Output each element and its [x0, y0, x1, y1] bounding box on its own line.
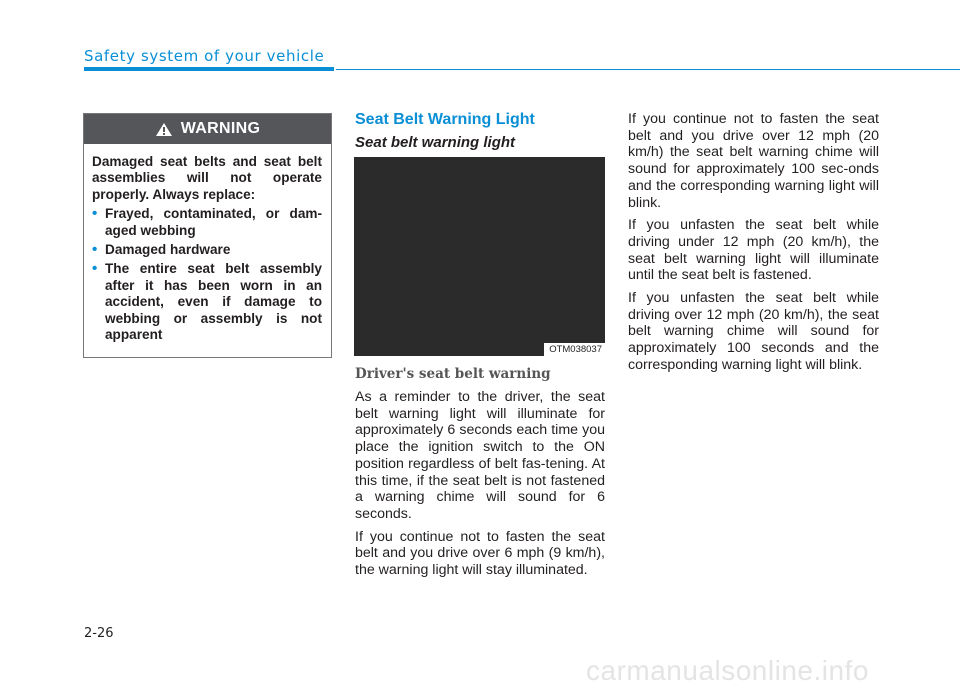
header-rule-thin [336, 69, 960, 70]
warning-list [92, 206, 322, 343]
paragraph: As a reminder to the driver, the seat belt warning light will illuminate for approximately 6 seconds each time you place the ignition switch to the ON position regardless of belt fas-tening. At this time, if the seat belt is not fastened a warning chime will sound for 6 seconds. [355, 389, 605, 522]
warning-bar [84, 114, 331, 144]
paragraph: If you unfasten the seat belt while driving under 12 mph (20 km/h), the seat belt warning light will illuminate until the seat belt is fastened. [628, 217, 879, 284]
drivers-heading: Driver's seat belt warning [355, 366, 551, 382]
figure-code: OTM038037 [544, 343, 605, 356]
warning-item: • The entire seat belt assembly after it has been worn in an accident, even if damage to webbing or assembly is not apparent [92, 261, 322, 343]
middle-column-text [355, 389, 605, 585]
warning-light-figure [354, 157, 605, 356]
paragraph: If you continue not to fasten the seat belt and you drive over 6 mph (9 km/h), the warning light will stay illuminated. [355, 528, 605, 579]
right-column-text [628, 111, 879, 380]
page-number: 2-26 [84, 626, 114, 641]
paragraph: If you continue not to fasten the seat belt and you drive over 12 mph (20 km/h) the seat belt warning chime will sound for approximately 100 sec-onds and the corresponding warning light will blink. [628, 111, 879, 211]
header-rule-thick [84, 67, 334, 71]
warning-body [84, 144, 331, 354]
section-subheading: Seat belt warning light [355, 134, 516, 151]
warning-box [83, 113, 332, 358]
watermark: carmanualsonline.info [586, 655, 869, 686]
warning-label: WARNING [180, 120, 261, 137]
section-title: Safety system of your vehicle [84, 47, 325, 65]
warning-item: • Damaged hardware [92, 242, 322, 258]
section-heading: Seat Belt Warning Light [355, 111, 535, 128]
warning-item: • Frayed, contaminated, or dam-aged webbing [92, 206, 322, 239]
paragraph: If you unfasten the seat belt while driving over 12 mph (20 km/h), the seat belt warning chime will sound for approximately 100 seconds and the corresponding warning light will blink. [628, 290, 879, 373]
warning-triangle-icon [155, 122, 173, 137]
warning-intro: Damaged seat belts and seat belt assemblies will not operate properly. Always replace: [92, 154, 322, 202]
